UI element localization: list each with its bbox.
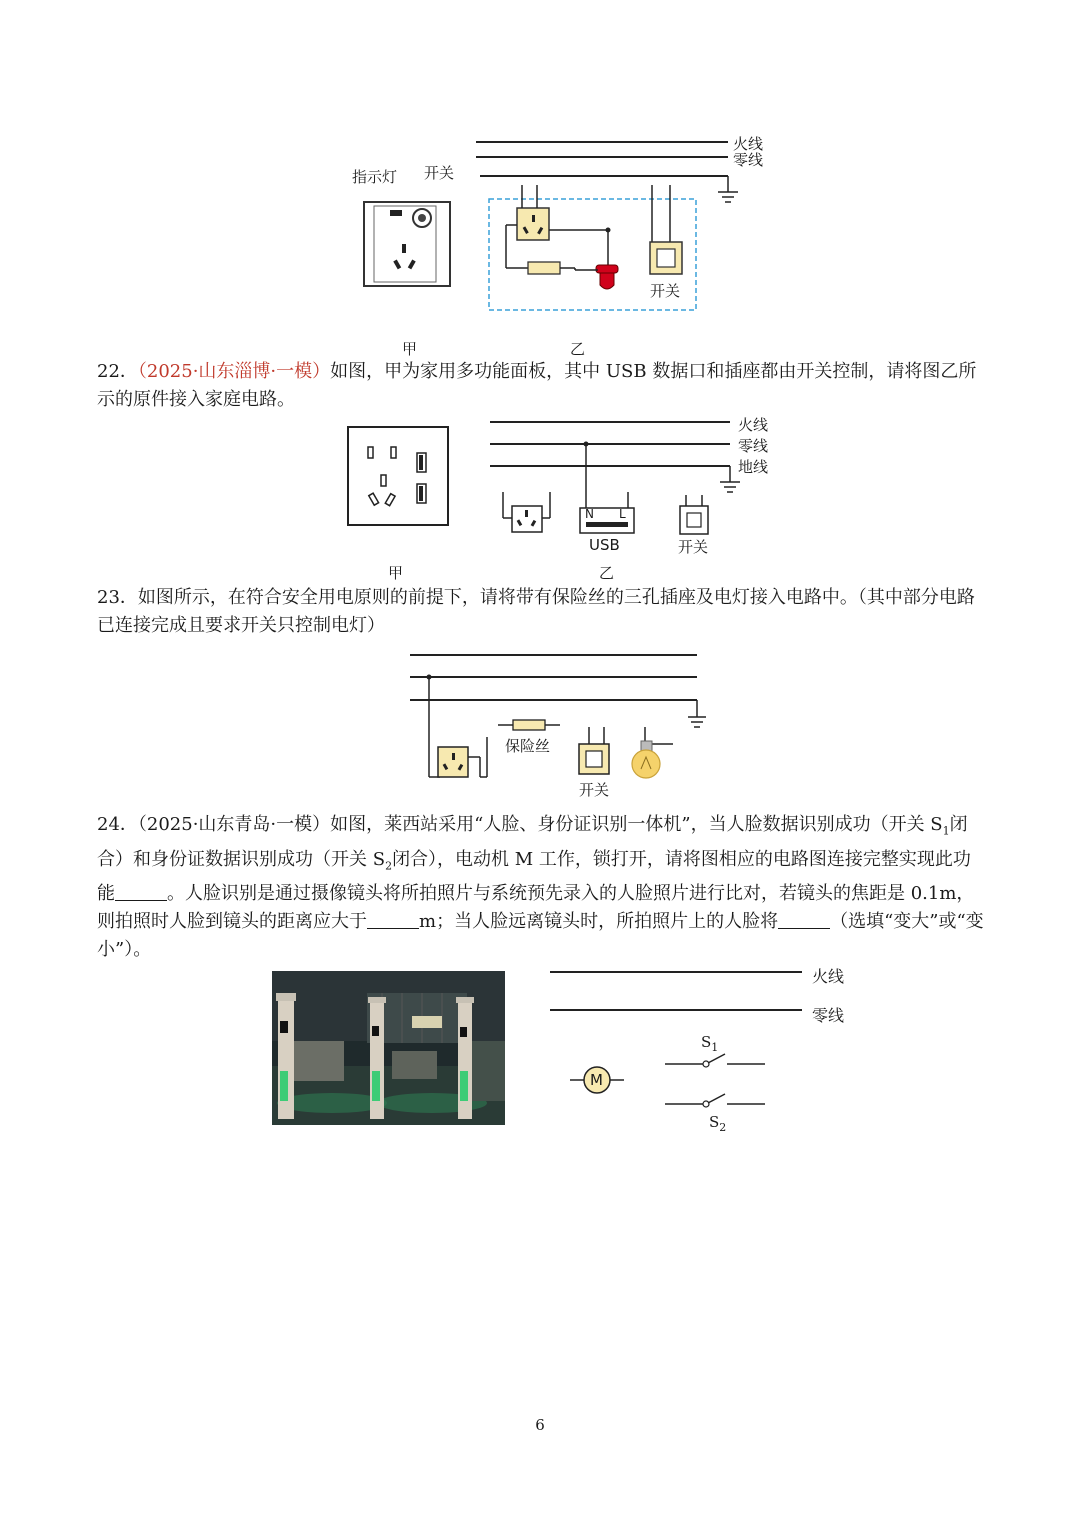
fig22-caption-yi: 乙 [599,564,615,582]
fig22-ground-label: 地线 [738,458,769,476]
page-number: 6 [535,1416,545,1434]
fig22-usb-l-label: L [619,507,626,521]
fig21-indicator-label: 指示灯 [352,168,398,186]
fig21-neutral-label: 零线 [733,151,764,169]
figure-23-circuit [405,645,715,790]
station-gate-photo [272,971,505,1125]
fig22-caption-jia: 甲 [388,564,404,582]
fig21-caption-yi: 乙 [570,340,586,358]
fig22-usb-label: USB [589,536,620,554]
q24-source: （2025·山东青岛·一模） [137,814,331,835]
fig22-usb-n-label: N [585,507,594,521]
answer-blank-3[interactable] [778,910,830,929]
q22-number: 22． [97,361,138,382]
q24-part6: （选填“变大”或“变小”）。 [97,911,984,961]
question-24 [97,811,985,964]
fig21-live-label: 火线 [733,135,764,153]
q22-source: （2025·山东淄博·一模） [137,361,331,382]
answer-blank-1[interactable] [115,882,167,901]
q24-part4: 。人脸识别是通过摄像镜头将所拍照片与系统预先录入的人脸照片进行比对，若镜头的焦距是 0.1m，则拍照时人脸到镜头的距离应大于 [97,883,975,933]
q24-part3: 闭合），电动机 M 工作，锁打开，请将图相应的电路图连接完整实现此功能 [97,848,971,905]
fig23-fuse-label: 保险丝 [505,737,551,755]
fig24-neutral-label: 零线 [812,1006,845,1025]
figure-24-circuit [545,960,805,1140]
question-23: 23．如图所示，在符合安全用电原则的前提下，请将带有保险丝的三孔插座及电灯接入电路中。（其中部分电路已连接完成且要求开关只控制电灯） [97,587,975,636]
q24-part1: 如图，莱西站采用“人脸、身份证识别一体机”，当人脸数据识别成功（开关 S [330,814,943,835]
answer-blank-2[interactable] [367,910,419,929]
fig21-box-switch-label: 开关 [650,282,681,300]
fig24-live-label: 火线 [812,967,845,986]
figure-21-circuit [340,130,800,325]
q24-sub1: 1 [942,824,950,838]
fig21-caption-jia: 甲 [402,340,418,358]
q24-number: 24． [97,814,138,835]
fig24-s2-label: $S_2$ [709,1113,727,1134]
fig24-motor-label: M [590,1071,603,1089]
fig22-neutral-label: 零线 [738,437,769,455]
q24-part2: 闭合）和身份证数据识别成功（开关 S [97,814,968,870]
fig24-s1-label: $S_1$ [701,1033,719,1054]
fig22-switch-label: 开关 [678,538,709,556]
fig22-live-label: 火线 [738,416,769,434]
fig23-switch-label: 开关 [579,781,610,799]
q24-sub2: 2 [385,859,393,873]
question-22 [97,358,985,414]
fig21-panel-switch-label: 开关 [424,164,455,182]
q24-part5: m；当人脸远离镜头时，所拍照片上的人脸将 [419,911,779,933]
q22-text: 如图，甲为家用多功能面板，其中 USB 数据口和插座都由开关控制，请将图乙所示的原件接入家庭电路。 [97,361,977,410]
